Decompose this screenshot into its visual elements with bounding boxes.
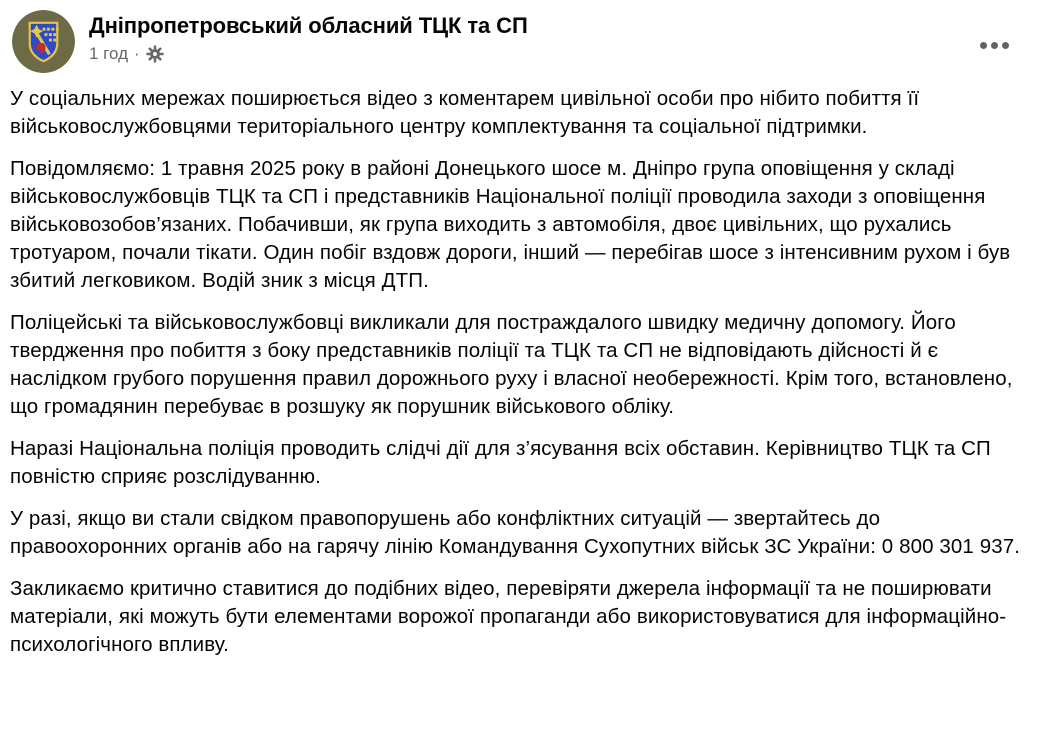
post-options-button[interactable] <box>976 30 1012 60</box>
post-header-text <box>89 10 528 64</box>
ellipsis-icon <box>980 42 1009 49</box>
post-paragraph: Повідомляємо: 1 травня 2025 року в районі Донецького шосе м. Дніпро група оповіщення у складі військовослужбовців ТЦК та СП і представників Національної поліції проводила заходи з оповіщення військовозобов’язаних. Побачивши, як група виходить з автомобіля, двоє цивільних, що рухались тротуаром, почали тікати. Один побіг вздовж дороги, інший — перебігав шосе з інтенсивним рухом і був збитий легковиком. Водій зник з місця ДТП. <box>10 157 1011 292</box>
meta-separator: · <box>134 44 140 63</box>
post-paragraph: У разі, якщо ви стали свідком правопорушень або конфліктних ситуацій — звертайтесь до правоохоронних органів або на гарячу лінію Командування Сухопутних військ ЗС України: 0 800 301 937. <box>10 507 1021 558</box>
timestamp-link[interactable]: 1 год <box>89 44 129 63</box>
gear-icon <box>146 45 164 63</box>
post-paragraph: Закликаємо критично ставитися до подібних відео, перевіряти джерела інформації та не поширювати матеріали, які можуть бути елементами ворожої пропаганди або використовуватися для інформаційно-психологічного впливу. <box>10 577 1007 656</box>
post-body <box>10 79 1028 659</box>
post-paragraph: Поліцейські та військовослужбовці викликали для постраждалого швидку медичну допомогу. Його твердження про побиття з боку представників поліції та ТЦК та СП не відповідають дійсності й є наслідком грубого порушення правил дорожнього руху і власної необережності. Крім того, встановлено, що громадянин перебуває в розшуку як порушник військового обліку. <box>10 311 1013 418</box>
page-avatar[interactable] <box>12 10 75 73</box>
post-paragraph: Наразі Національна поліція проводить слідчі дії для з’ясування всіх обставин. Керівництво ТЦК та СП повністю сприяє розслідуванню. <box>10 437 991 488</box>
post-meta <box>89 44 528 64</box>
post-header <box>10 8 1028 79</box>
page-name-link[interactable]: Дніпропетровський обласний ТЦК та СП <box>89 13 528 38</box>
military-emblem-shield-icon <box>12 10 75 73</box>
post-paragraph: У соціальних мережах поширюється відео з коментарем цивільної особи про нібито побиття її військовослужбовцями територіального центру комплектування та соціальної підтримки. <box>10 87 920 138</box>
